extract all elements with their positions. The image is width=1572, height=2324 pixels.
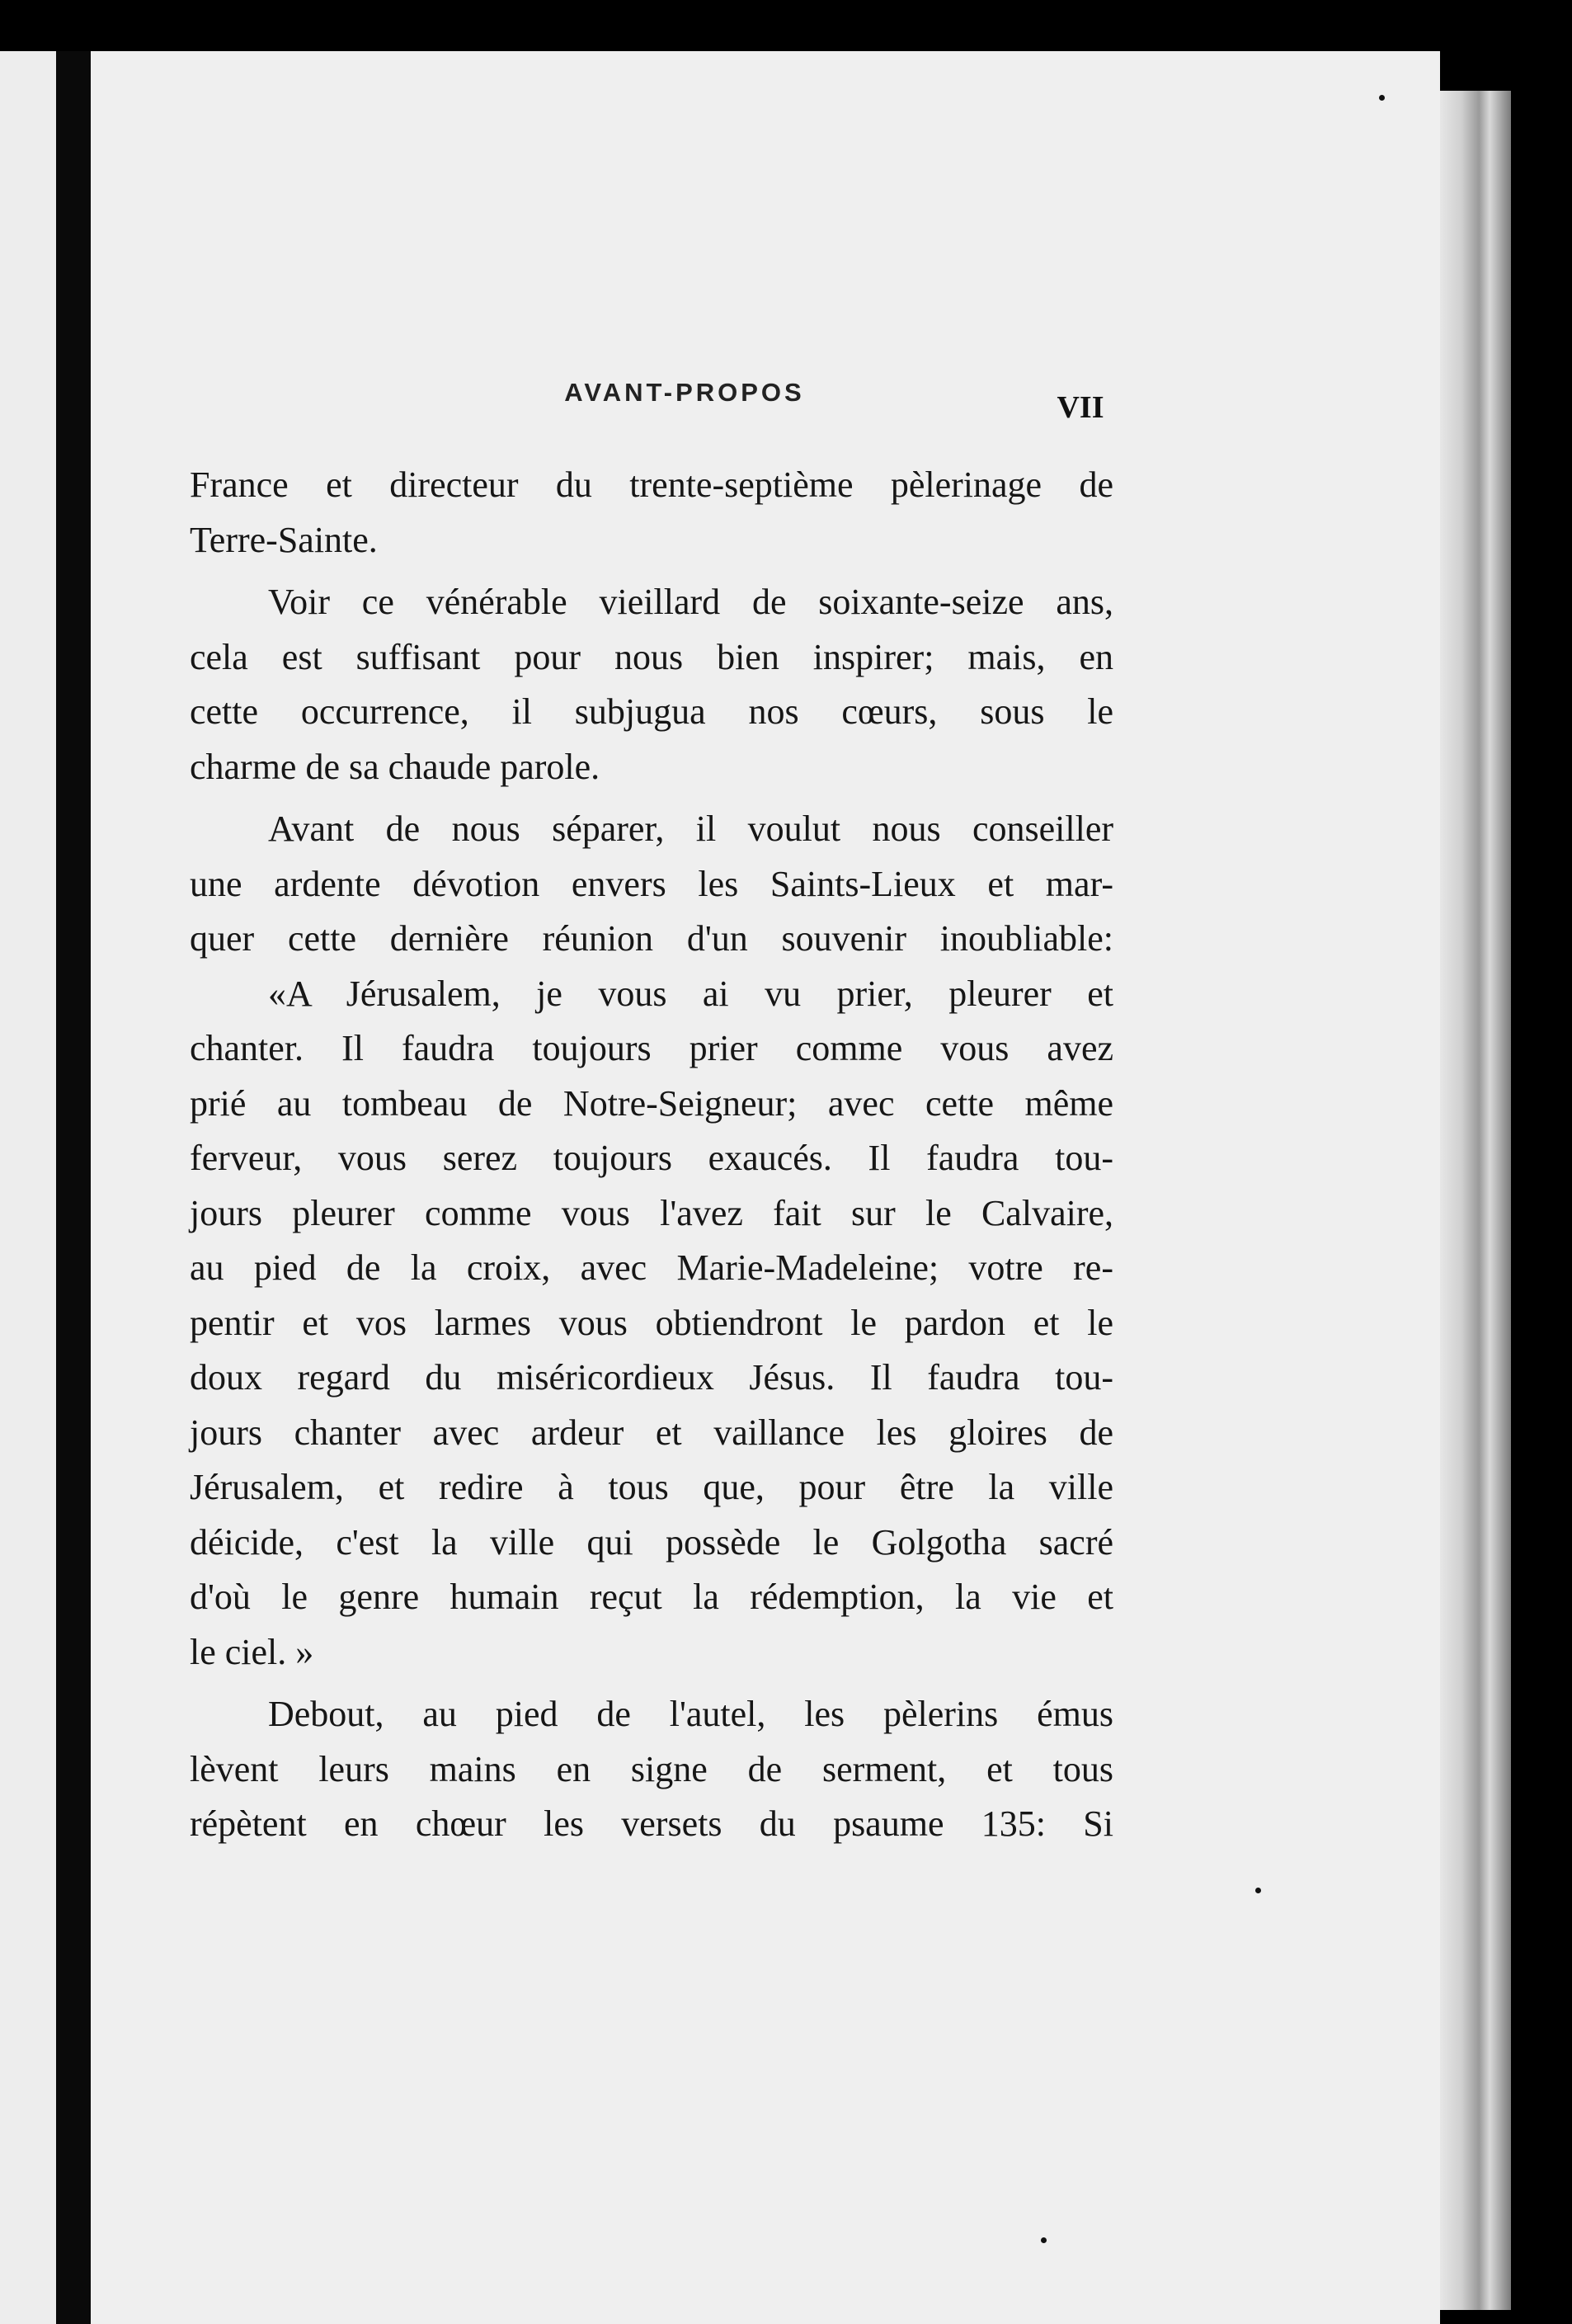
body-text <box>190 458 1113 1852</box>
text-line: pentir et vos larmes vous obtiendront le pardon et le <box>190 1302 1113 1343</box>
book-spine-shadow <box>56 51 91 2324</box>
text-line: prié au tombeau de Notre-Seigneur; avec cette même <box>190 1082 1113 1124</box>
text-line: France et directeur du trente-septième pèlerinage de <box>190 464 1113 505</box>
text-line: déicide, c'est la ville qui possède le Golgotha sacré <box>190 1521 1113 1563</box>
text-line: d'où le genre humain reçut la rédemption, la vie et <box>190 1577 1113 1617</box>
text-line: au pied de la croix, avec Marie-Madeleine; votre re- <box>190 1247 1113 1288</box>
text-line: jours pleurer comme vous l'avez fait sur le Calvaire, <box>190 1192 1113 1233</box>
text-line: lèvent leurs mains en signe de serment, et tous <box>190 1748 1113 1789</box>
text-line: Jérusalem, et redire à tous que, pour être la ville <box>190 1467 1113 1507</box>
scan-speck <box>1379 95 1385 101</box>
scan-speck <box>1041 2237 1047 2243</box>
running-title: AVANT-PROPOS <box>564 378 805 407</box>
text-line: Terre-Sainte. <box>190 519 378 560</box>
text-line: le ciel. » <box>190 1631 314 1672</box>
text-line: Voir ce vénérable vieillard de soixante-seize ans, <box>268 582 1113 622</box>
text-line: ferveur, vous serez toujours exaucés. Il faudra tou- <box>190 1138 1113 1178</box>
text-line: chanter. Il faudra toujours prier comme vous avez <box>190 1028 1113 1068</box>
text-line: une ardente dévotion envers les Saints-Lieux et mar- <box>190 863 1113 904</box>
text-line: «A Jérusalem, je vous ai vu prier, pleurer et <box>268 973 1113 1014</box>
text-line: quer cette dernière réunion d'un souvenir inoubliable: <box>190 918 1113 959</box>
text-line: charme de sa chaude parole. <box>190 746 600 787</box>
text-line: Debout, au pied de l'autel, les pèlerins émus <box>268 1694 1113 1734</box>
text-line: cette occurrence, il subjugua nos cœurs, sous le <box>190 691 1113 732</box>
text-line: cela est suffisant pour nous bien inspirer; mais, en <box>190 636 1113 677</box>
text-line: jours chanter avec ardeur et vaillance les gloires de <box>190 1412 1113 1453</box>
page-number: VII <box>1057 390 1104 425</box>
left-margin-strip <box>0 51 56 2324</box>
scan-speck <box>1255 1888 1261 1893</box>
text-line: Avant de nous séparer, il voulut nous conseiller <box>268 808 1113 849</box>
page-edge-shadow <box>1440 91 1511 2310</box>
text-line: répètent en chœur les versets du psaume 135: Si <box>190 1803 1113 1844</box>
text-line: doux regard du miséricordieux Jésus. Il faudra tou- <box>190 1357 1113 1398</box>
